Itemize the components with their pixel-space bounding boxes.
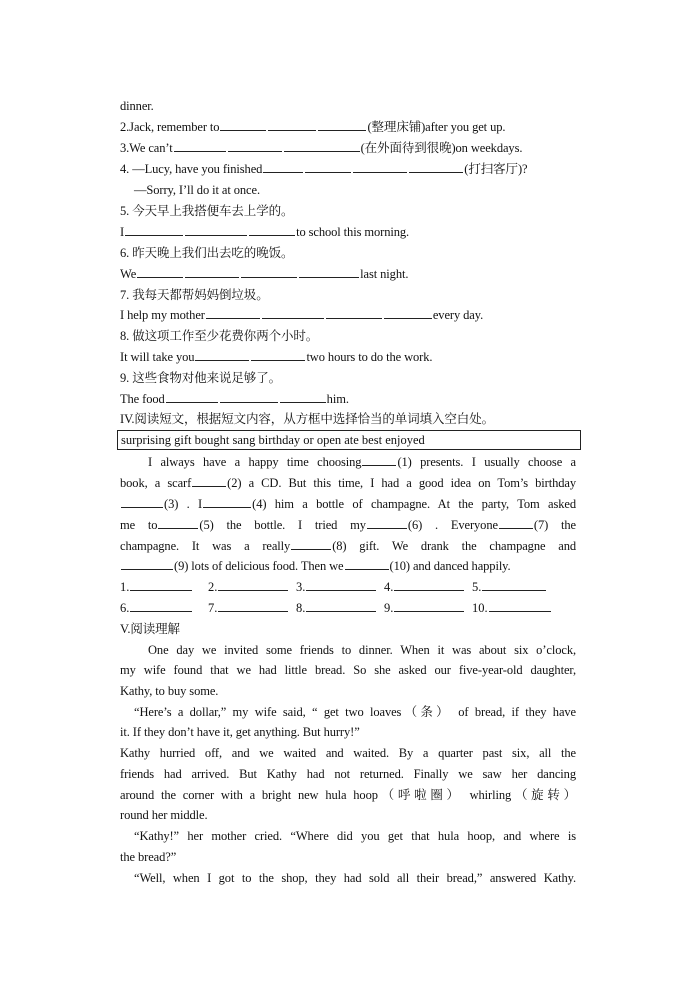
blank[interactable] (195, 349, 249, 361)
answer-row: 1. 2. 3. 4. 5. (120, 579, 560, 595)
blank[interactable] (121, 558, 173, 570)
blank[interactable] (192, 475, 226, 487)
answer-blank[interactable] (306, 600, 376, 612)
blank[interactable] (499, 517, 533, 529)
answer-blank[interactable] (482, 579, 546, 591)
blank[interactable] (158, 517, 198, 529)
reading-line: my wife found that we had little bread. So she asked our five-year-old daughter, (120, 663, 576, 677)
blank[interactable] (318, 119, 366, 131)
blank[interactable] (362, 454, 396, 466)
reading-line: Kathy hurried off, and we waited and waited. By a quarter past six, all the (120, 746, 576, 760)
exercise-7: I help my mother every day. (120, 308, 484, 322)
reading-line: Kathy, to buy some. (120, 684, 219, 698)
blank[interactable] (174, 140, 226, 152)
reading-line: One day we invited some friends to dinner. When it was about six o’clock, (148, 643, 576, 657)
answer-blank[interactable] (130, 579, 192, 591)
reading-line: “Kathy!” her mother cried. “Where did you get that hula hoop, and where is (134, 829, 576, 843)
blank[interactable] (345, 558, 389, 570)
blank[interactable] (241, 266, 297, 278)
blank[interactable] (249, 224, 295, 236)
blank[interactable] (185, 224, 247, 236)
exercise-2: 2.Jack, remember to (整理床铺)after you get up. (120, 120, 506, 134)
blank[interactable] (291, 538, 331, 550)
answer-blank[interactable] (218, 600, 288, 612)
text-line: dinner. (120, 99, 154, 113)
reading-line: “Here’s a dollar,” my wife said, “ get two loaves（条） of bread, if they have (134, 705, 576, 719)
blank[interactable] (305, 161, 351, 173)
blank[interactable] (262, 307, 324, 319)
blank[interactable] (185, 266, 239, 278)
blank[interactable] (220, 391, 278, 403)
exercise-3: 3.We can’t (在外面待到很晚)on weekdays. (120, 141, 523, 155)
word-bank-box: surprising gift bought sang birthday or open ate best enjoyed (117, 430, 581, 450)
exercise-4: 4. —Lucy, have you finished (打扫客厅)? (120, 162, 528, 176)
passage-line: me to (5) the bottle. I tried my (6) . Everyone (7) the (120, 518, 576, 532)
blank[interactable] (166, 391, 218, 403)
blank[interactable] (299, 266, 359, 278)
blank[interactable] (206, 307, 260, 319)
exercise-7-prompt: 7. 我每天都帮妈妈倒垃圾。 (120, 288, 269, 302)
answer-blank[interactable] (130, 600, 192, 612)
blank[interactable] (353, 161, 407, 173)
blank[interactable] (228, 140, 282, 152)
section-5-title: V.阅读理解 (120, 622, 180, 636)
exercise-6-prompt: 6. 昨天晚上我们出去吃的晚饭。 (120, 246, 294, 260)
blank[interactable] (326, 307, 382, 319)
passage-line: champagne. It was a really (8) gift. We drank the champagne and (120, 539, 576, 553)
answer-blank[interactable] (218, 579, 288, 591)
reading-line: friends had arrived. But Kathy had not returned. Finally we saw her dancing (120, 767, 576, 781)
answer-row: 6. 7. 8. 9. 10. (120, 600, 560, 616)
exercise-5: I to school this morning. (120, 225, 410, 239)
exercise-8: It will take you two hours to do the work. (120, 350, 433, 364)
blank[interactable] (263, 161, 303, 173)
reading-line: “Well, when I got to the shop, they had sold all their bread,” answered Kathy. (134, 871, 576, 885)
blank[interactable] (409, 161, 463, 173)
blank[interactable] (268, 119, 316, 131)
text-line: —Sorry, I’ll do it at once. (134, 183, 260, 197)
passage-line: I always have a happy time choosing (1) presents. I usually choose a (148, 455, 576, 469)
reading-line: the bread?” (120, 850, 177, 864)
reading-line: it. If they don’t have it, get anything. But hurry!” (120, 725, 360, 739)
exercise-6: We last night. (120, 267, 409, 281)
blank[interactable] (121, 496, 163, 508)
blank[interactable] (384, 307, 432, 319)
reading-line: around the corner with a bright new hula hoop（呼啦圈） whirling（旋转） (120, 788, 576, 802)
blank[interactable] (251, 349, 305, 361)
reading-line: round her middle. (120, 808, 208, 822)
exercise-8-prompt: 8. 做这项工作至少花费你两个小时。 (120, 329, 319, 343)
passage-line: book, a scarf (2) a CD. But this time, I had a good idea on Tom’s birthday (120, 476, 576, 490)
exercise-9-prompt: 9. 这些食物对他来说足够了。 (120, 371, 282, 385)
passage-line: (9) lots of delicious food. Then we (10) and danced happily. (120, 558, 576, 574)
blank[interactable] (203, 496, 251, 508)
exercise-5-prompt: 5. 今天早上我搭便车去上学的。 (120, 204, 294, 218)
blank[interactable] (367, 517, 407, 529)
blank[interactable] (284, 140, 360, 152)
blank[interactable] (125, 224, 183, 236)
blank[interactable] (280, 391, 326, 403)
answer-blank[interactable] (489, 600, 551, 612)
blank[interactable] (137, 266, 183, 278)
answer-blank[interactable] (394, 600, 464, 612)
answer-blank[interactable] (394, 579, 464, 591)
answer-blank[interactable] (306, 579, 376, 591)
exercise-9: The food him. (120, 392, 349, 406)
blank[interactable] (220, 119, 266, 131)
passage-line: (3) . I (4) him a bottle of champagne. At the party, Tom asked (120, 496, 576, 512)
section-4-title: IV.阅读短文，根据短文内容，从方框中选择恰当的单词填入空白处。 (120, 412, 495, 426)
